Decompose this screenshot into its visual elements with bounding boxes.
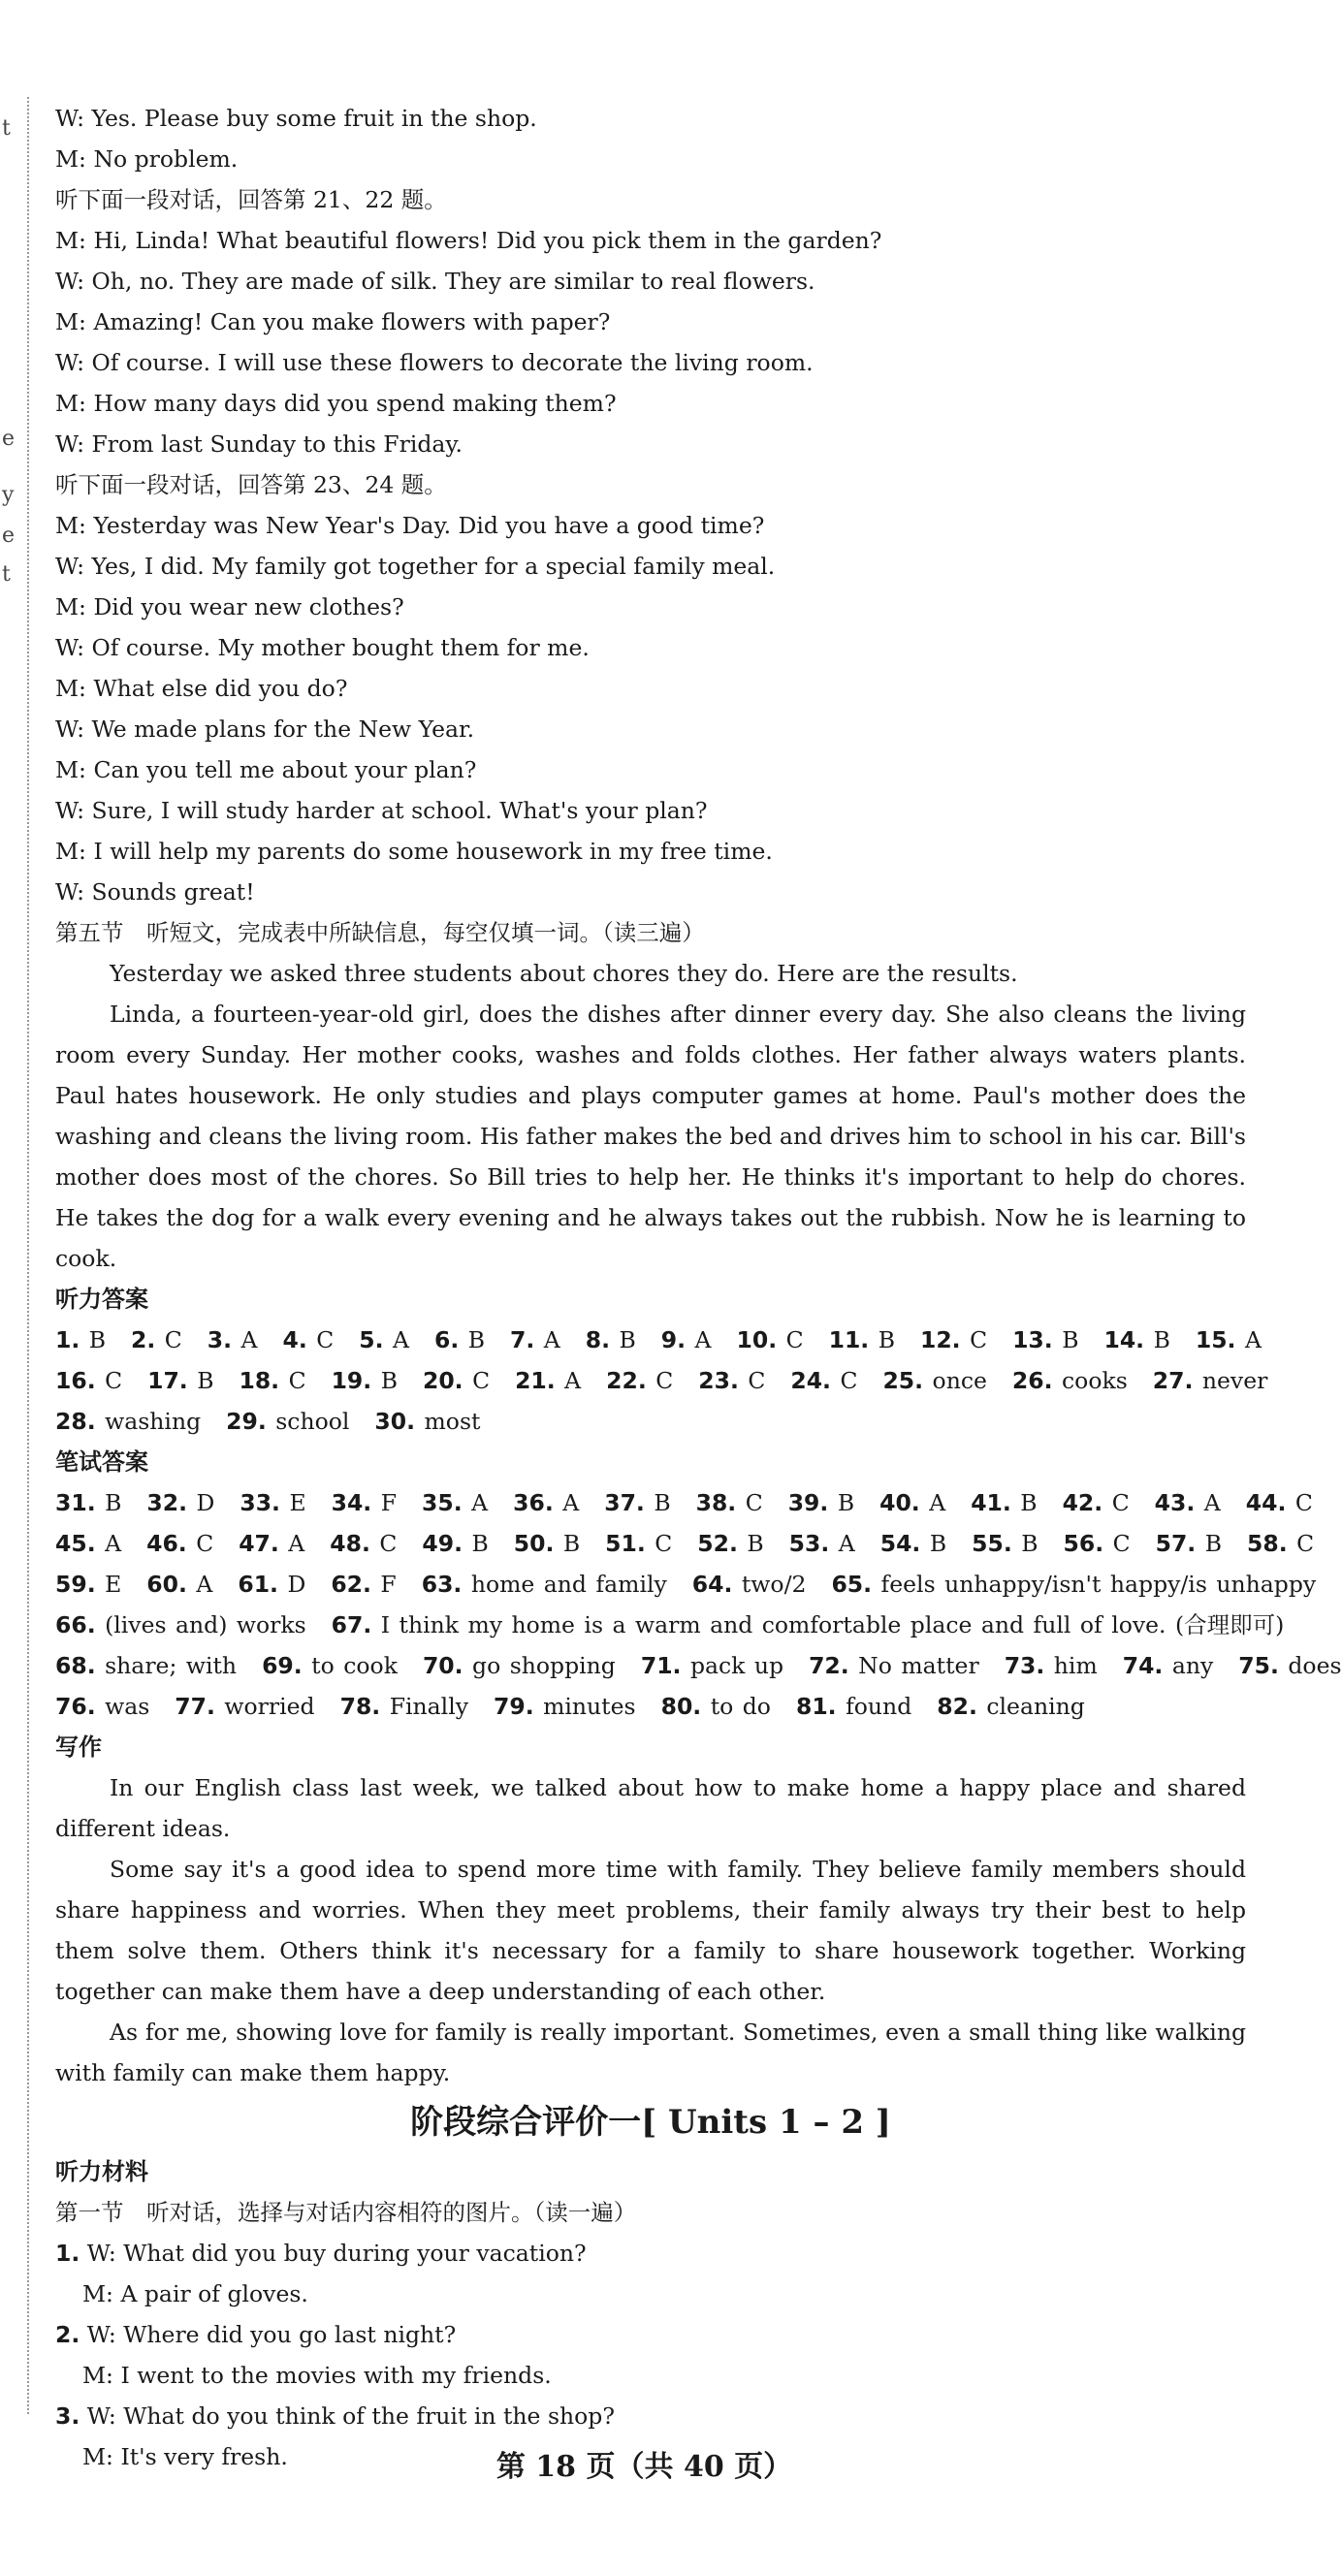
answer-number: 64. <box>691 1571 733 1598</box>
answer-item: 41. B <box>971 1489 1038 1516</box>
dialogue-line: M: Can you tell me about your plan? <box>55 756 477 783</box>
answer-line: M: It's very fresh. <box>82 2443 288 2470</box>
answer-number: 54. <box>879 1530 921 1557</box>
answer-number: 12. <box>919 1326 961 1353</box>
answer-item: 75. does <box>1238 1652 1342 1679</box>
question-line: 3. W: What do you think of the fruit in the shop? <box>55 2402 615 2430</box>
answer-row <box>55 1686 1246 1727</box>
answer-item: 7. A <box>510 1326 560 1353</box>
answer-item: 2. C <box>131 1326 182 1353</box>
answer-number: 31. <box>55 1489 96 1516</box>
answer-item: 38. C <box>695 1489 763 1516</box>
answer-number: 37. <box>604 1489 645 1516</box>
answer-number: 77. <box>175 1693 215 1720</box>
answer-number: 30. <box>374 1408 416 1435</box>
answer-item: 20. C <box>422 1367 491 1394</box>
answer-item: 52. B <box>697 1530 764 1557</box>
answer-number: 62. <box>331 1571 371 1598</box>
answer-item: 33. E <box>240 1489 306 1516</box>
answer-item: 25. once <box>882 1367 987 1394</box>
answer-item: 60. A <box>146 1571 213 1598</box>
answer-item: 79. minutes <box>494 1693 636 1720</box>
answer-number: 67. <box>331 1611 372 1638</box>
answer-item: 63. home and family <box>421 1571 667 1598</box>
dialogue-section <box>55 98 1246 953</box>
answer-number: 72. <box>809 1652 849 1679</box>
answer-item: 35. A <box>422 1489 489 1516</box>
answer-number: 5. <box>359 1326 384 1353</box>
answer-number: 7. <box>510 1326 535 1353</box>
answer-item: 44. C <box>1245 1489 1313 1516</box>
answer-item: 69. to cook <box>262 1652 398 1679</box>
answer-number: 41. <box>971 1489 1011 1516</box>
answer-row <box>55 1360 1268 1401</box>
answer-item: 50. B <box>513 1530 581 1557</box>
dialogue-line: M: Hi, Linda! What beautiful flowers! Did you pick them in the garden? <box>55 227 882 254</box>
dialogue-line: W: Sounds great! <box>55 878 255 906</box>
answer-item: 70. go shopping <box>422 1652 616 1679</box>
answer-row <box>55 1605 1285 1645</box>
answer-number: 69. <box>262 1652 303 1679</box>
answer-item: 3. A <box>207 1326 258 1353</box>
answer-number: 51. <box>605 1530 646 1557</box>
answer-item: 13. B <box>1012 1326 1079 1353</box>
answer-number: 2. <box>131 1326 156 1353</box>
answer-row <box>55 1645 1342 1686</box>
answer-item: 67. I think my home is a warm and comfortable place and full of love. (合理即可) <box>331 1611 1285 1638</box>
answer-number: 44. <box>1245 1489 1287 1516</box>
answer-number: 66. <box>55 1611 96 1638</box>
answer-number: 47. <box>239 1530 279 1557</box>
answer-item: 61. D <box>238 1571 306 1598</box>
question-number: 1. <box>55 2240 80 2267</box>
answer-item: 34. F <box>331 1489 398 1516</box>
dialogue-line: M: No problem. <box>55 145 239 173</box>
page-content <box>55 98 1342 2477</box>
answer-item: 62. F <box>331 1571 397 1598</box>
answer-number: 36. <box>513 1489 554 1516</box>
answer-item: 23. C <box>698 1367 766 1394</box>
answer-number: 22. <box>606 1367 647 1394</box>
answer-item: 58. C <box>1247 1530 1315 1557</box>
answer-number: 29. <box>226 1408 267 1435</box>
answer-number: 32. <box>146 1489 188 1516</box>
answer-number: 16. <box>55 1367 96 1394</box>
answer-number: 15. <box>1195 1326 1236 1353</box>
answer-item: 66. (lives and) works <box>55 1611 306 1638</box>
answer-item: 29. school <box>226 1408 350 1435</box>
answer-number: 9. <box>660 1326 687 1353</box>
answer-number: 45. <box>55 1530 96 1557</box>
answer-item: 72. No matter <box>809 1652 979 1679</box>
answer-item: 48. C <box>330 1530 398 1557</box>
answer-number: 52. <box>697 1530 738 1557</box>
answer-item: 68. share; with <box>55 1652 238 1679</box>
answer-item: 56. C <box>1063 1530 1131 1557</box>
answer-number: 68. <box>55 1652 96 1679</box>
answer-item: 80. to do <box>660 1693 771 1720</box>
answer-item: 46. C <box>146 1530 214 1557</box>
answer-number: 38. <box>695 1489 737 1516</box>
answer-number: 75. <box>1238 1652 1279 1679</box>
section-title: 阶段综合评价一[ Units 1 – 2 ] <box>410 2103 891 2142</box>
answer-number: 70. <box>422 1652 463 1679</box>
essay-paragraph: As for me, showing love for family is really important. Sometimes, even a small thing like walking with family can make them happy. <box>55 2019 1246 2086</box>
answer-item: 8. B <box>585 1326 636 1353</box>
answer-row <box>55 1401 1246 1442</box>
answer-item: 36. A <box>513 1489 580 1516</box>
answer-number: 8. <box>585 1326 611 1353</box>
answer-number: 53. <box>788 1530 830 1557</box>
answer-number: 56. <box>1063 1530 1104 1557</box>
answer-item: 81. found <box>795 1693 912 1720</box>
answer-row <box>55 1564 1317 1605</box>
answer-item: 14. B <box>1103 1326 1170 1353</box>
listening-material-heading: 听力材料 <box>55 2158 148 2185</box>
answer-number: 59. <box>55 1571 96 1598</box>
answer-line: M: A pair of gloves. <box>82 2280 308 2307</box>
answer-item: 9. A <box>660 1326 712 1353</box>
listening-passage <box>55 953 1246 1279</box>
answer-number: 27. <box>1152 1367 1194 1394</box>
answer-item: 16. C <box>55 1367 123 1394</box>
answer-item: 45. A <box>55 1530 122 1557</box>
answer-item: 30. most <box>374 1408 481 1435</box>
answer-number: 80. <box>660 1693 702 1720</box>
listening-answers-heading: 听力答案 <box>55 1286 148 1313</box>
dialogue-line: W: From last Sunday to this Friday. <box>55 430 463 458</box>
answer-item: 27. never <box>1152 1367 1268 1394</box>
dialogue-line: M: I will help my parents do some housework in my free time. <box>55 838 773 865</box>
answer-item: 76. was <box>55 1693 150 1720</box>
answer-item: 73. him <box>1004 1652 1098 1679</box>
dialogue-line: W: Yes. Please buy some fruit in the shop. <box>55 105 537 132</box>
answer-item: 43. A <box>1154 1489 1221 1516</box>
answer-item: 42. C <box>1062 1489 1130 1516</box>
dialogue-line: W: Sure, I will study harder at school. What's your plan? <box>55 797 708 824</box>
answer-item: 11. B <box>828 1326 895 1353</box>
answer-number: 4. <box>282 1326 307 1353</box>
answer-item: 65. feels unhappy/isn't happy/is unhappy <box>831 1571 1317 1598</box>
answer-item: 78. Finally <box>339 1693 468 1720</box>
answer-number: 71. <box>640 1652 682 1679</box>
essay-paragraph: Some say it's a good idea to spend more time with family. They believe family members should share happiness and worries. When they meet problems, their family always try their best to help them solve them. Others think it's necessary for a family to share housework together. Working together can make them have a deep understanding of each other. <box>55 1856 1246 2005</box>
dialogue-line: M: How many days did you spend making them? <box>55 390 617 417</box>
answer-number: 6. <box>433 1326 460 1353</box>
answer-number: 19. <box>331 1367 372 1394</box>
answer-item: 57. B <box>1155 1530 1222 1557</box>
answer-number: 79. <box>494 1693 534 1720</box>
answer-number: 81. <box>795 1693 837 1720</box>
dialogue-line: M: What else did you do? <box>55 675 348 702</box>
answer-number: 13. <box>1012 1326 1053 1353</box>
question-line: 2. W: Where did you go last night? <box>55 2321 457 2348</box>
answer-item: 5. A <box>359 1326 409 1353</box>
written-answers <box>55 1482 1342 1727</box>
answer-item: 18. C <box>239 1367 306 1394</box>
section1-instruction: 第一节 听对话，选择与对话内容相符的图片。（读一遍） <box>55 2199 637 2226</box>
answer-number: 82. <box>937 1693 977 1720</box>
page-footer: 第 18 页（共 40 页） <box>495 2450 793 2484</box>
answer-number: 17. <box>147 1367 188 1394</box>
written-answers-heading: 笔试答案 <box>55 1448 148 1476</box>
answer-number: 21. <box>515 1367 556 1394</box>
answer-item: 19. B <box>331 1367 398 1394</box>
dialogue-line: W: Yes, I did. My family got together for a special family meal. <box>55 553 776 580</box>
answer-number: 18. <box>239 1367 280 1394</box>
answer-number: 33. <box>240 1489 280 1516</box>
answer-item: 28. washing <box>55 1408 202 1435</box>
dialogue-line: M: Did you wear new clothes? <box>55 593 404 620</box>
answer-number: 76. <box>55 1693 96 1720</box>
answer-number: 78. <box>339 1693 381 1720</box>
answer-item: 49. B <box>422 1530 489 1557</box>
answer-number: 24. <box>790 1367 831 1394</box>
answer-item: 77. worried <box>175 1693 315 1720</box>
answer-item: 21. A <box>515 1367 582 1394</box>
answer-row <box>55 1523 1315 1564</box>
answer-item: 59. E <box>55 1571 122 1598</box>
answer-number: 34. <box>331 1489 372 1516</box>
answer-item: 17. B <box>147 1367 214 1394</box>
answer-number: 65. <box>831 1571 873 1598</box>
answer-number: 50. <box>513 1530 555 1557</box>
answer-number: 48. <box>330 1530 370 1557</box>
passage-paragraph: Yesterday we asked three students about chores they do. Here are the results. <box>110 960 1018 987</box>
answer-item: 10. C <box>736 1326 804 1353</box>
margin-letter: e <box>2 524 16 548</box>
answer-number: 26. <box>1011 1367 1053 1394</box>
answer-item: 4. C <box>282 1326 335 1353</box>
answer-item: 1. B <box>55 1326 107 1353</box>
answer-number: 14. <box>1103 1326 1145 1353</box>
question-number: 2. <box>55 2321 80 2348</box>
dialogue-line: 第五节 听短文，完成表中所缺信息，每空仅填一词。（读三遍） <box>55 919 705 946</box>
answer-item: 74. any <box>1122 1652 1214 1679</box>
dialogue-line: W: Of course. I will use these flowers to decorate the living room. <box>55 349 814 376</box>
answer-item: 31. B <box>55 1489 122 1516</box>
dialogue-line: W: Oh, no. They are made of silk. They are similar to real flowers. <box>55 268 815 295</box>
writing-heading: 写作 <box>55 1733 102 1761</box>
answer-number: 43. <box>1154 1489 1196 1516</box>
answer-number: 11. <box>828 1326 870 1353</box>
answer-number: 46. <box>146 1530 187 1557</box>
question-line: 1. W: What did you buy during your vacation? <box>55 2240 587 2267</box>
answer-item: 12. C <box>919 1326 988 1353</box>
answer-number: 55. <box>972 1530 1012 1557</box>
answer-number: 23. <box>698 1367 739 1394</box>
answer-item: 40. A <box>879 1489 946 1516</box>
answer-item: 55. B <box>972 1530 1038 1557</box>
margin-letter: t <box>2 562 11 587</box>
answer-number: 57. <box>1155 1530 1197 1557</box>
answer-item: 6. B <box>433 1326 485 1353</box>
answer-number: 3. <box>207 1326 233 1353</box>
answer-number: 10. <box>736 1326 778 1353</box>
answer-number: 28. <box>55 1408 96 1435</box>
question-number: 3. <box>55 2402 80 2430</box>
margin-letter: y <box>2 483 15 507</box>
answer-item: 51. C <box>605 1530 673 1557</box>
answer-number: 20. <box>422 1367 463 1394</box>
answer-item: 54. B <box>879 1530 947 1557</box>
answer-number: 35. <box>422 1489 463 1516</box>
answer-item: 39. B <box>787 1489 855 1516</box>
margin-letter: t <box>2 116 11 141</box>
essay-paragraph: In our English class last week, we talked about how to make home a happy place and shared different ideas. <box>55 1774 1246 1842</box>
answer-number: 73. <box>1004 1652 1045 1679</box>
dialogue-line: 听下面一段对话，回答第 21、22 题。 <box>55 186 447 213</box>
answer-row <box>55 1482 1313 1523</box>
answer-number: 60. <box>146 1571 187 1598</box>
passage-paragraph: Linda, a fourteen-year-old girl, does the dishes after dinner every day. She also cleans the living room every Sunday. Her mother cooks, washes and folds clothes. Her father always waters plants. Paul hates housework. He only studies and plays computer games at home. Paul's mother does the washing and cleans the living room. His father makes the bed and drives him to school in his car. Bill's mother does most of the chores. So Bill tries to help her. He thinks it's important to help do chores. He takes the dog for a walk every evening and he always takes out the rubbish. Now he is learning to cook. <box>55 1001 1246 1272</box>
answer-item: 82. cleaning <box>937 1693 1085 1720</box>
dialogue-line: W: We made plans for the New Year. <box>55 716 475 743</box>
answer-number: 63. <box>421 1571 463 1598</box>
margin-letter: e <box>2 427 16 451</box>
listening-answers <box>55 1320 1268 1442</box>
answer-row <box>55 1320 1262 1360</box>
binding-margin-rule <box>27 97 29 2414</box>
answer-item: 71. pack up <box>640 1652 784 1679</box>
answer-number: 39. <box>787 1489 829 1516</box>
answer-number: 61. <box>238 1571 278 1598</box>
answer-number: 25. <box>882 1367 924 1394</box>
answer-number: 74. <box>1122 1652 1164 1679</box>
answer-item: 24. C <box>790 1367 858 1394</box>
qa-list <box>55 2233 1246 2477</box>
model-essay <box>55 1767 1246 2093</box>
answer-number: 49. <box>422 1530 463 1557</box>
answer-number: 58. <box>1247 1530 1288 1557</box>
answer-item: 32. D <box>146 1489 215 1516</box>
answer-item: 26. cooks <box>1011 1367 1128 1394</box>
dialogue-line: M: Yesterday was New Year's Day. Did you have a good time? <box>55 512 765 539</box>
answer-item: 37. B <box>604 1489 671 1516</box>
answer-item: 64. two/2 <box>691 1571 807 1598</box>
answer-number: 1. <box>55 1326 80 1353</box>
dialogue-line: 听下面一段对话，回答第 23、24 题。 <box>55 471 447 498</box>
answer-number: 42. <box>1062 1489 1103 1516</box>
answer-item: 22. C <box>606 1367 674 1394</box>
answer-item: 15. A <box>1195 1326 1262 1353</box>
dialogue-line: W: Of course. My mother bought them for me. <box>55 634 590 661</box>
answer-item: 47. A <box>239 1530 305 1557</box>
dialogue-line: M: Amazing! Can you make flowers with paper? <box>55 308 611 335</box>
answer-number: 40. <box>879 1489 920 1516</box>
answer-line: M: I went to the movies with my friends. <box>82 2362 552 2389</box>
answer-item: 53. A <box>788 1530 855 1557</box>
